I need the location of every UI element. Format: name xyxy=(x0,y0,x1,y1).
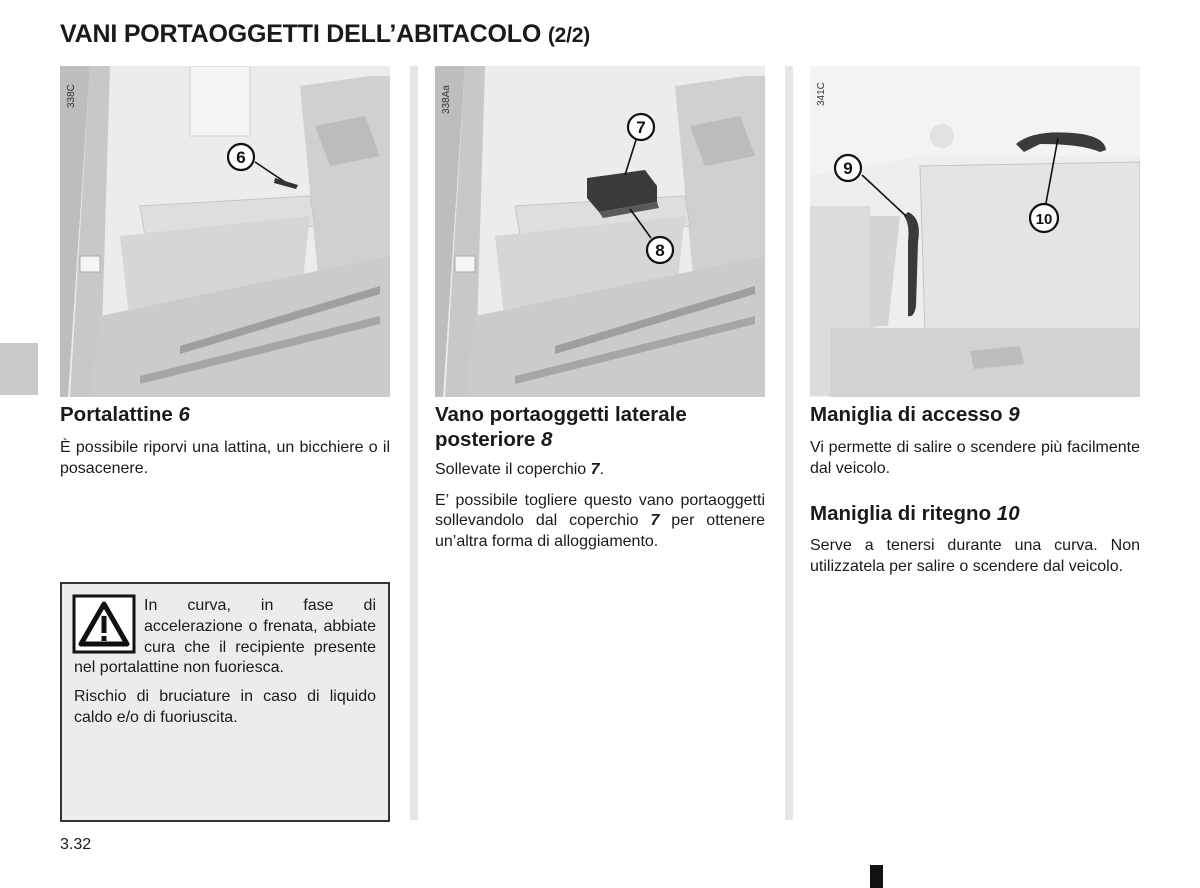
column-handles xyxy=(810,402,1140,577)
photo-code: 338C xyxy=(66,84,77,108)
heading-access-handle: Maniglia di accesso 9 xyxy=(810,403,1020,426)
page-edge-marker xyxy=(870,865,883,888)
side-storage-illustration xyxy=(435,66,765,397)
page-subtitle: (2/2) xyxy=(547,24,591,47)
photo-grab-handles xyxy=(810,66,1140,397)
cup-holder-description: È possibile riporvi una lattina, un bicchiere o il posacenere. xyxy=(60,439,390,477)
page-title: VANI PORTAOGGETTI DELL’ABITACOLO (2/2) xyxy=(60,20,591,48)
svg-text:7: 7 xyxy=(636,118,646,137)
heading-grab-handle: Maniglia di ritegno 10 xyxy=(810,502,1020,525)
section-tab xyxy=(0,343,38,395)
side-storage-description: E’ possibile togliere questo vano portaoggetti sollevandolo dal coperchio 7 per ottenere un’altra forma di alloggiamento. xyxy=(435,491,766,550)
page-number: 3.32 xyxy=(60,836,92,853)
access-handle-description: Vi permette di salire o scendere più facilmente dal veicolo. xyxy=(810,439,1140,477)
column-cup-holder xyxy=(60,402,390,479)
svg-text:6: 6 xyxy=(236,148,246,167)
grab-handle-description: Serve a tenersi durante una curva. Non utilizzatela per salire o scendere dal veicolo. xyxy=(810,537,1140,575)
heading-side-storage: Vano portaoggetti laterale posteriore 8 xyxy=(435,403,687,451)
callout-6 xyxy=(226,142,256,172)
column-separator xyxy=(410,66,418,820)
callout-7 xyxy=(626,112,656,142)
photo-code: 341C xyxy=(816,82,827,106)
warning-box xyxy=(60,582,390,822)
column-separator xyxy=(785,66,793,820)
heading-cup-holder: Portalattine 6 xyxy=(60,403,190,426)
warning-text-1: In curva, in fase di accelerazione o frenata, abbiate cura che il recipiente presente nel portalattine non fuoriesca. xyxy=(74,597,376,677)
callout-10 xyxy=(1028,202,1060,234)
callout-8 xyxy=(645,235,675,265)
side-storage-step: Sollevate il coperchio 7. xyxy=(435,461,605,478)
grab-handles-illustration xyxy=(810,66,1140,397)
photo-code: 338Aa xyxy=(441,85,452,114)
callout-9 xyxy=(833,153,863,183)
warning-triangle-icon xyxy=(72,594,136,654)
svg-text:10: 10 xyxy=(1035,211,1053,228)
cup-holder-illustration xyxy=(60,66,390,397)
photo-side-storage xyxy=(435,66,765,397)
photo-cup-holder xyxy=(60,66,390,397)
svg-text:9: 9 xyxy=(843,159,853,178)
svg-text:8: 8 xyxy=(655,241,665,260)
warning-text-2: Rischio di bruciature in caso di liquido caldo e/o di fuoriuscita. xyxy=(74,688,376,726)
column-side-storage xyxy=(435,402,765,552)
